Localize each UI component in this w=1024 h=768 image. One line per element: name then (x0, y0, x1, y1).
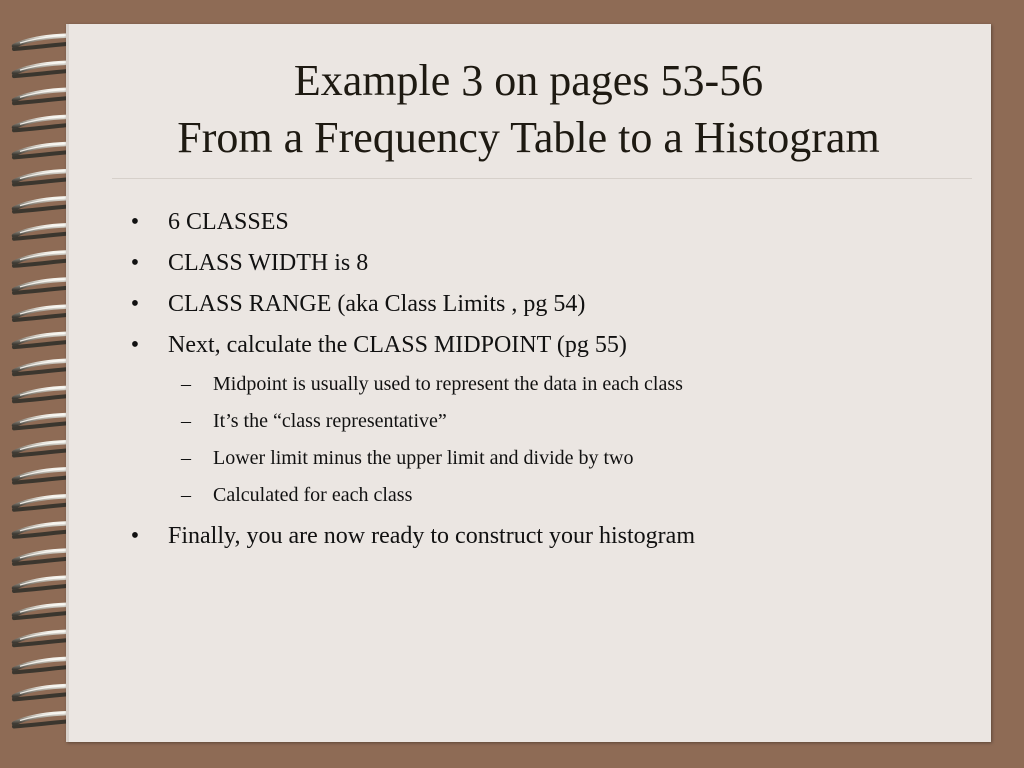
bullet-text: CLASS RANGE (aka Class Limits , pg 54) (168, 291, 586, 317)
sub-bullet-text: Lower limit minus the upper limit and divide by two (213, 447, 634, 469)
bullet-marker: • (130, 523, 140, 549)
bullet-item (128, 243, 978, 284)
sub-bullet-item (128, 366, 978, 403)
sub-bullet-item (128, 403, 978, 440)
sub-bullet-text: Midpoint is usually used to represent the data in each class (213, 373, 683, 395)
bullet-marker: • (130, 250, 140, 276)
title-divider (112, 178, 972, 179)
sub-bullet-item (128, 477, 978, 514)
sub-bullet-text: It’s the “class representative” (213, 410, 447, 432)
bullet-text: 6 CLASSES (168, 209, 289, 235)
title-line-1: Example 3 on pages 53-56 (293, 56, 764, 105)
slide-title (66, 52, 991, 166)
sub-bullet-text: Calculated for each class (213, 484, 413, 506)
bullet-text: CLASS WIDTH is 8 (168, 250, 369, 276)
sub-bullet-item (128, 440, 978, 477)
bullet-marker: • (130, 291, 140, 317)
title-line-2: From a Frequency Table to a Histogram (177, 113, 880, 162)
bullet-text: Next, calculate the CLASS MIDPOINT (pg 55) (168, 332, 627, 358)
bullet-list (128, 202, 978, 557)
bullet-item (128, 284, 978, 325)
sub-bullet-marker: – (181, 373, 191, 395)
bullet-item (128, 202, 978, 243)
bullet-item (128, 516, 978, 557)
sub-bullet-marker: – (181, 484, 191, 506)
bullet-item (128, 325, 978, 366)
sub-bullet-marker: – (181, 447, 191, 469)
sub-bullet-marker: – (181, 410, 191, 432)
bullet-text: Finally, you are now ready to construct your histogram (168, 523, 695, 549)
bullet-marker: • (130, 209, 140, 235)
bullet-marker: • (130, 332, 140, 358)
